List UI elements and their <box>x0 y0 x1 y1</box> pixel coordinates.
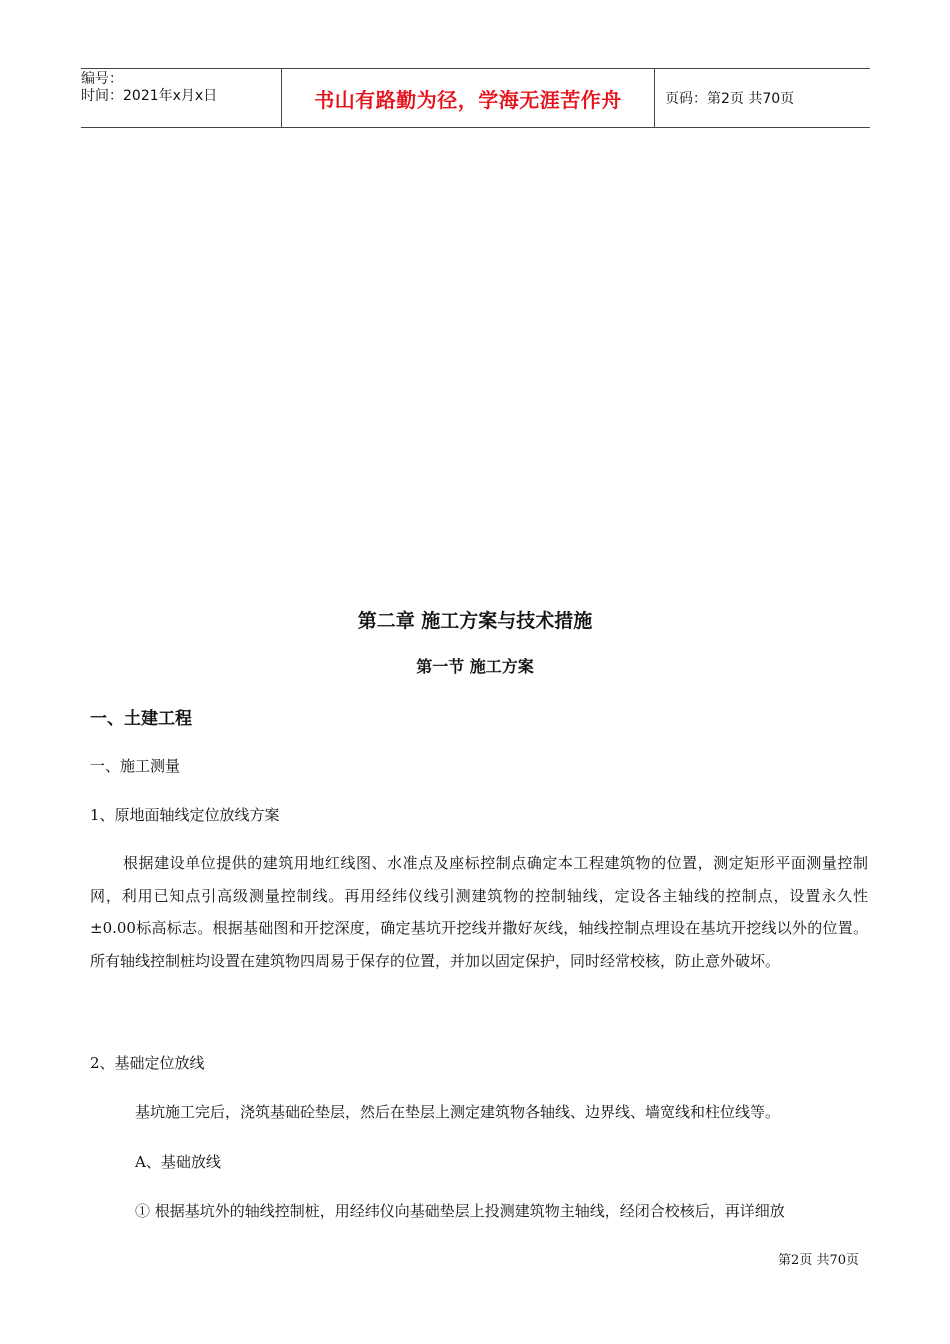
heading-foundation-layout: 2、基础定位放线 <box>90 1054 205 1072</box>
page-footer: 第2页 共70页 <box>778 1253 859 1268</box>
paragraph-axis-layout: 根据建设单位提供的建筑用地红线图、水准点及座标控制点确定本工程建筑物的位置，测定矩形平面测量控制网，利用已知点引高级测量控制线。再用经纬仪线引测建筑物的控制轴线，定设各主轴线的控制点，设置永久性±0.00标高标志。根据基础图和开挖深度，确定基坑开挖线并撒好灰线，轴线控制点埋设在基坑开挖线以外的位置。所有轴线控制桩均设置在建筑物四周易于保存的位置，并加以固定保护，同时经常校核，防止意外破坏。 <box>90 854 868 970</box>
header-page-info: 页码：第2页 共70页 <box>665 91 795 107</box>
heading-foundation-setting-out: A、基础放线 <box>135 1153 221 1171</box>
header-number-label: 编号： <box>81 71 123 87</box>
paragraph-step-1: ① 根据基坑外的轴线控制桩，用经纬仪向基础垫层上投测建筑物主轴线，经闭合校核后，再详细放 <box>135 1202 785 1220</box>
section-title: 第一节 施工方案 <box>416 657 534 676</box>
header-time-label: 时间：2021年x月x日 <box>81 88 218 104</box>
part-title: 一、土建工程 <box>90 709 192 729</box>
chapter-title: 第二章 施工方案与技术措施 <box>357 610 593 632</box>
page-header <box>81 68 870 128</box>
header-motto: 书山有路勤为径，学海无涯苦作舟 <box>281 69 655 127</box>
header-meta <box>81 69 281 127</box>
heading-axis-layout: 1、原地面轴线定位放线方案 <box>90 806 280 824</box>
paragraph-foundation-layout: 基坑施工完后，浇筑基础砼垫层，然后在垫层上测定建筑物各轴线、边界线、墙宽线和柱位线等。 <box>135 1103 781 1121</box>
heading-survey: 一、施工测量 <box>90 757 181 775</box>
